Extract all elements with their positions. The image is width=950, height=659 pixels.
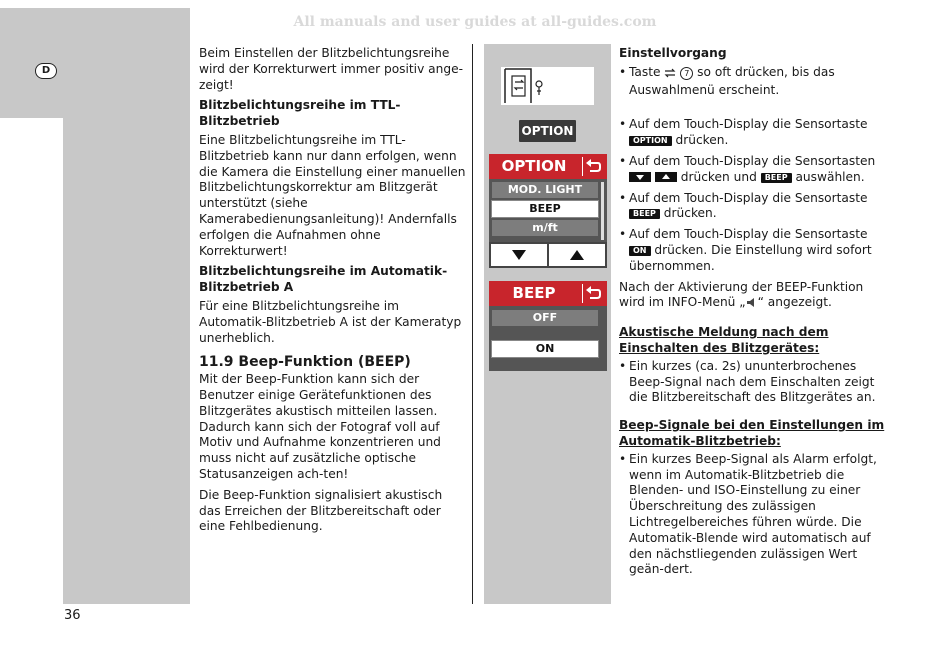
beep-option-on[interactable]: ON bbox=[492, 341, 598, 357]
watermark: All manuals and user guides at all-guides.com bbox=[293, 14, 657, 30]
heading-setup-procedure: Einstellvorgang bbox=[619, 46, 727, 60]
step-5: • Auf dem Touch-Display die Sensortaste ON drücken. Die Einstellung wird sofort übernommen. bbox=[619, 227, 889, 274]
beep-function-text-1: Mit der Beep-Funktion kann sich der Benutzer einige Gerätefunktionen des Blitzgerätes akustisch mitteilen lassen. Dadurch kann sich der Fotograf voll auf Motiv und Aufnahme konzentrieren und muss nicht auf zusätzliche optische Statusanzeigen ach-ten! bbox=[199, 372, 441, 481]
arrow-down-icon bbox=[512, 249, 526, 261]
beep-menu-title: BEEP bbox=[512, 284, 556, 302]
step-3: • Auf dem Touch-Display die Sensortasten drücken und BEEP auswählen. bbox=[619, 154, 889, 186]
beep-key-label: BEEP bbox=[629, 209, 660, 219]
back-icon[interactable] bbox=[582, 157, 603, 176]
option-menu-title: OPTION bbox=[501, 157, 567, 175]
arrow-down-button[interactable] bbox=[491, 244, 547, 266]
right-text-column bbox=[619, 46, 889, 583]
circled-number-7: 7 bbox=[680, 67, 693, 80]
arrow-up-icon bbox=[570, 249, 584, 261]
option-menu-screen bbox=[489, 154, 607, 268]
beep-signals-item: • Ein kurzes Beep-Signal als Alarm erfolgt, wenn im Automatik-Blitzbetrieb die Blenden- und ISO-Einstellung zu einer Überschreitung des zulässigen Lichtregelbereiches führen würde. Die Automatik-Blende wird automatisch auf den nächstliegenden zulässigen Wert geän-dert. bbox=[619, 452, 889, 578]
beep-menu-screen bbox=[489, 281, 607, 371]
menu-scrollbar bbox=[601, 182, 604, 240]
option-sensor-button[interactable]: OPTION bbox=[519, 120, 576, 142]
option-menu-header bbox=[489, 154, 607, 179]
auto-bracketing-text: Für eine Blitzbelichtungsreihe im Automatik-Blitzbetrieb A ist der Kameratyp unerheblich. bbox=[199, 298, 462, 345]
menu-item-mod-light[interactable]: MOD. LIGHT bbox=[492, 182, 598, 198]
heading-acoustic-message: Akustische Meldung nach dem Einschalten des Blitzgerätes: bbox=[619, 325, 829, 355]
info-menu-note: Nach der Aktivierung der BEEP-Funktion wird im INFO-Menü „ “ angezeigt. bbox=[619, 280, 889, 314]
down-key-icon bbox=[629, 172, 651, 182]
language-badge: D bbox=[35, 63, 57, 79]
menu-item-beep[interactable]: BEEP bbox=[492, 201, 598, 217]
gray-left-strip bbox=[63, 8, 190, 604]
acoustic-message-item: • Ein kurzes (ca. 2s) ununterbrochenes Beep-Signal nach dem Einschalten zeigt die Blitzbereitschaft des Blitzgerätes an. bbox=[619, 359, 889, 406]
step-4: • Auf dem Touch-Display die Sensortaste BEEP drücken. bbox=[619, 191, 889, 223]
speaker-icon bbox=[746, 297, 758, 313]
column-divider bbox=[472, 44, 473, 604]
heading-beep-function: 11.9 Beep-Funktion (BEEP) bbox=[199, 354, 411, 371]
bracketing-note: Beim Einstellen der Blitzbelichtungsreihe wird der Korrekturwert immer positiv ange-zeigt! bbox=[199, 46, 463, 92]
flash-button-icon bbox=[501, 67, 594, 105]
step-2: • Auf dem Touch-Display die Sensortaste OPTION drücken. bbox=[619, 117, 889, 149]
page-number: 36 bbox=[64, 608, 81, 623]
left-text-column bbox=[199, 46, 467, 540]
option-key-label: OPTION bbox=[629, 136, 672, 146]
heading-ttl-bracketing: Blitzbelichtungsreihe im TTL-Blitzbetrieb bbox=[199, 98, 401, 129]
arrow-up-button[interactable] bbox=[549, 244, 605, 266]
back-icon[interactable] bbox=[582, 284, 603, 303]
ttl-bracketing-text: Eine Blitzbelichtungsreihe im TTL-Blitzbetrieb kann nur dann erfolgen, wenn die Kamera die Einstellung einer manuellen Blitzbelichtungskorrektur am Blitzgerät unterstützt (siehe Kamerabedienungsanleitung)! Andernfalls erfolgen die Aufnahmen ohne Korrekturwert! bbox=[199, 132, 466, 258]
arrow-keys bbox=[489, 242, 607, 268]
up-key-icon bbox=[655, 172, 677, 182]
on-key-label: ON bbox=[629, 246, 651, 256]
beep-option-off[interactable]: OFF bbox=[492, 310, 598, 326]
mode-arrows-icon bbox=[664, 67, 676, 83]
step-1: • Taste 7 so oft drücken, bis das Auswahlmenü erscheint. bbox=[619, 65, 889, 99]
heading-beep-signals: Beep-Signale bei den Einstellungen im Automatik-Blitzbetrieb: bbox=[619, 418, 885, 448]
beep-key-label: BEEP bbox=[761, 173, 792, 183]
flash-device-illustration bbox=[501, 67, 594, 105]
menu-item-m-ft[interactable]: m/ft bbox=[492, 220, 598, 236]
beep-function-text-2: Die Beep-Funktion signalisiert akustisch das Erreichen der Blitzbereitschaft oder eine Fehlbedienung. bbox=[199, 487, 443, 534]
heading-auto-bracketing: Blitzbelichtungsreihe im Automatik-Blitzbetrieb A bbox=[199, 264, 448, 295]
beep-menu-header bbox=[489, 281, 607, 306]
